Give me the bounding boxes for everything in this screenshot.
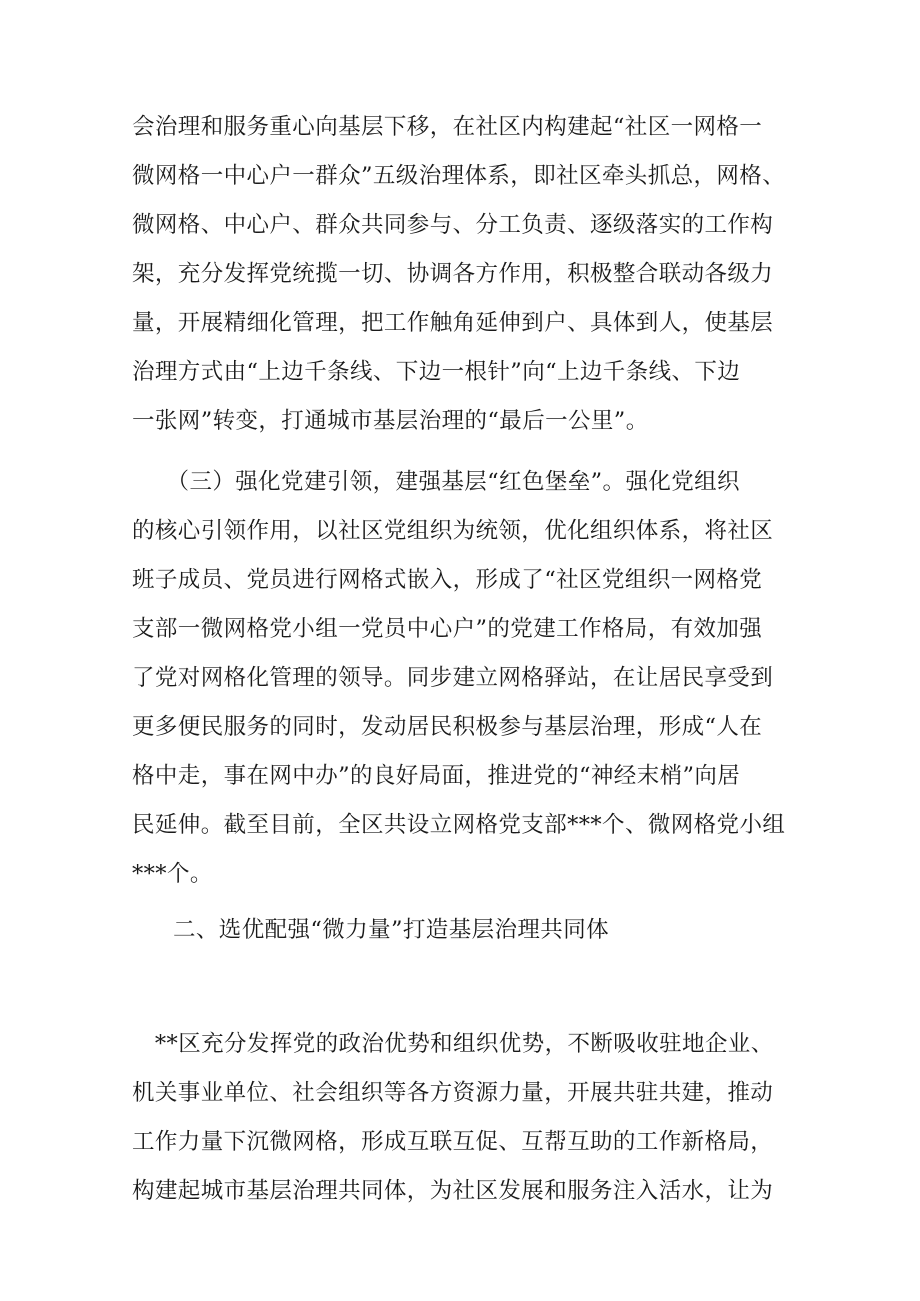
section-heading: 二、选优配强“微力量”打造基层治理共同体 bbox=[173, 917, 610, 943]
text-line: 的核心引领作用，以社区党组织为统领，优化组织体系，将社区 bbox=[132, 518, 774, 544]
text-line: 构建起城市基层治理共同体，为社区发展和服务注入活水，让为 bbox=[132, 1178, 774, 1204]
text-line: 更多便民服务的同时，发动居民积极参与基层治理，形成“人在 bbox=[132, 714, 763, 740]
text-line: ***个。 bbox=[132, 861, 213, 887]
text-line: 机关事业单位、社会组织等各方资源力量，开展共驻共建，推动 bbox=[132, 1080, 774, 1106]
paragraph-community-governance bbox=[132, 103, 797, 446]
text-line: （三）强化党建引领，建强基层“红色堡垒”。强化党组织 bbox=[132, 469, 740, 495]
text-line: 架，充分发挥党统揽一切、协调各方作用，积极整合联动各级力 bbox=[132, 261, 774, 287]
text-line: 治理方式由“上边千条线、下边一根针”向“上边千条线、下边 bbox=[132, 359, 741, 385]
text-line: 民延伸。截至目前，全区共设立网格党支部***个、微网格党小组 bbox=[132, 812, 786, 838]
text-line: 工作力量下沉微网格，形成互联互促、互帮互助的工作新格局， bbox=[132, 1129, 774, 1155]
paragraph-governance-community bbox=[132, 1020, 797, 1216]
text-line: 微网格、中心户、群众共同参与、分工负责、逐级落实的工作构 bbox=[132, 212, 774, 238]
text-line: 班子成员、党员进行网格式嵌入，形成了“社区党组织一网格党 bbox=[132, 567, 763, 593]
text-line: 格中走，事在网中办”的良好局面，推进党的“神经末梢”向居 bbox=[132, 763, 741, 789]
text-line: **区充分发挥党的政治优势和组织优势，不断吸收驻地企业、 bbox=[132, 1031, 774, 1057]
paragraph-party-building bbox=[132, 458, 797, 899]
text-line: 支部一微网格党小组一党员中心户”的党建工作格局，有效加强 bbox=[132, 616, 763, 642]
text-line: 量，开展精细化管理，把工作触角延伸到户、具体到人，使基层 bbox=[132, 310, 774, 336]
text-line: 一张网”转变，打通城市基层治理的“最后一公里”。 bbox=[132, 408, 649, 434]
text-line: 微网格一中心户一群众”五级治理体系，即社区牵头抓总，网格、 bbox=[132, 163, 786, 189]
text-line: 了党对网格化管理的领导。同步建立网格驿站，在让居民享受到 bbox=[132, 665, 774, 691]
text-line: 会治理和服务重心向基层下移，在社区内构建起“社区一网格一 bbox=[132, 114, 763, 140]
